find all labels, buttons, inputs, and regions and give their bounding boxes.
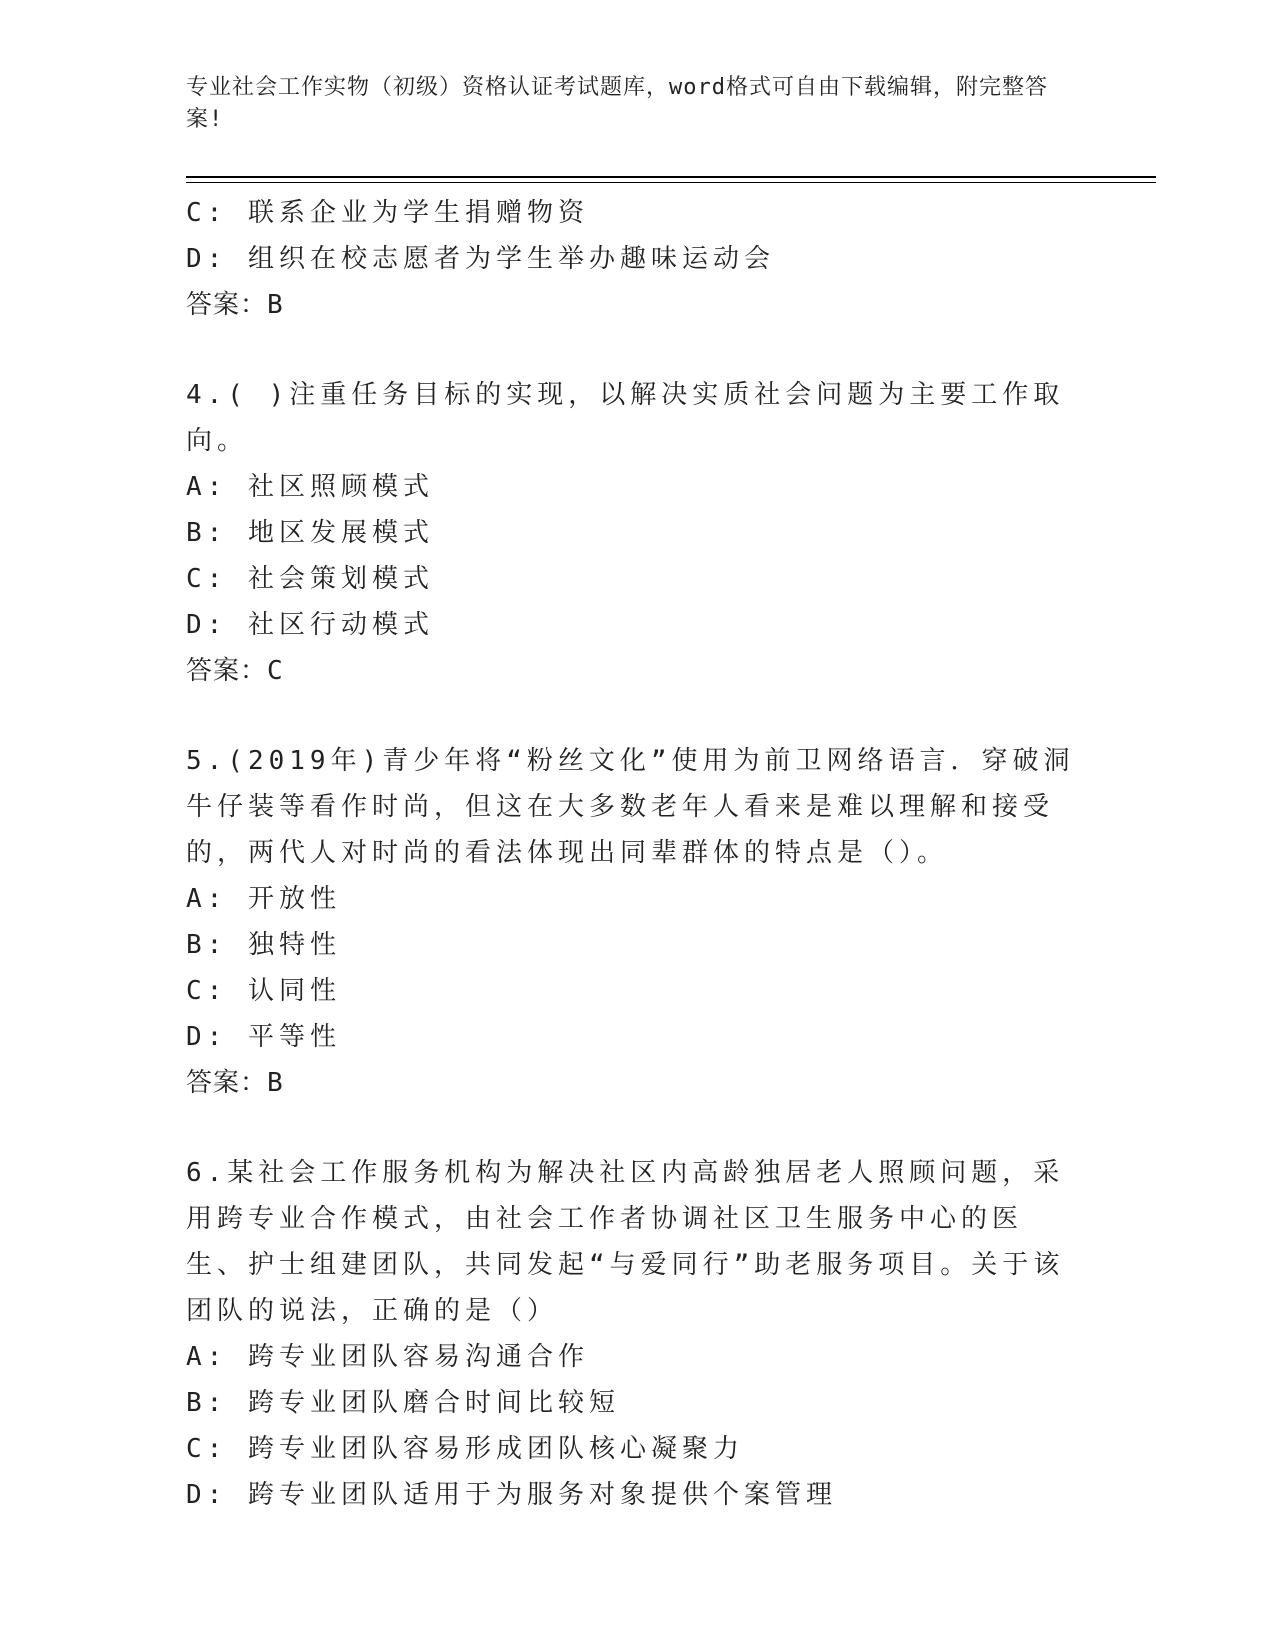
spacer xyxy=(186,694,1076,738)
answer-line: 答案：B xyxy=(186,290,284,320)
option-b: B: 独特性 xyxy=(186,930,341,960)
spacer xyxy=(186,1106,1076,1150)
answer-line: 答案：C xyxy=(186,656,284,686)
option-b: B: 跨专业团队磨合时间比较短 xyxy=(186,1388,620,1418)
header-rule-thin xyxy=(186,182,1156,183)
answer-line: 答案：B xyxy=(186,1068,284,1098)
question-5 xyxy=(186,738,1076,1106)
option-c: C: 认同性 xyxy=(186,976,341,1006)
option-d: D: 跨专业团队适用于为服务对象提供个案管理 xyxy=(186,1480,837,1510)
option-c: C: 社会策划模式 xyxy=(186,564,434,594)
option-d: D: 平等性 xyxy=(186,1022,341,1052)
header-rule-thick xyxy=(186,176,1156,178)
option-d: D: 组织在校志愿者为学生举办趣味运动会 xyxy=(186,244,775,274)
question-text: 6.某社会工作服务机构为解决社区内高龄独居老人照顾问题，采用跨专业合作模式，由社会工作者协调社区卫生服务中心的医生、护士组建团队，共同发起“与爱同行”助老服务项目。关于该团队的说法，正确的是（） xyxy=(186,1158,1065,1326)
spacer xyxy=(186,328,1076,372)
question-text: 4.( )注重任务目标的实现，以解决实质社会问题为主要工作取向。 xyxy=(186,380,1065,456)
option-a: A: 开放性 xyxy=(186,884,341,914)
question-4 xyxy=(186,372,1076,694)
question-list xyxy=(186,190,1076,1518)
option-c: C: 联系企业为学生捐赠物资 xyxy=(186,198,589,228)
option-a: A: 跨专业团队容易沟通合作 xyxy=(186,1342,589,1372)
page-header: 专业社会工作实物（初级）资格认证考试题库，word格式可自由下载编辑，附完整答案! xyxy=(186,75,1048,132)
question-6 xyxy=(186,1150,1076,1518)
option-b: B: 地区发展模式 xyxy=(186,518,434,548)
option-c: C: 跨专业团队容易形成团队核心凝聚力 xyxy=(186,1434,744,1464)
question-3-tail xyxy=(186,190,1076,328)
option-a: A: 社区照顾模式 xyxy=(186,472,434,502)
option-d: D: 社区行动模式 xyxy=(186,610,434,640)
question-text: 5.(2019年)青少年将“粉丝文化”使用为前卫网络语言．穿破洞牛仔装等看作时尚，但这在大多数老年人看来是难以理解和接受的，两代人对时尚的看法体现出同辈群体的特点是（）。 xyxy=(186,746,1075,868)
